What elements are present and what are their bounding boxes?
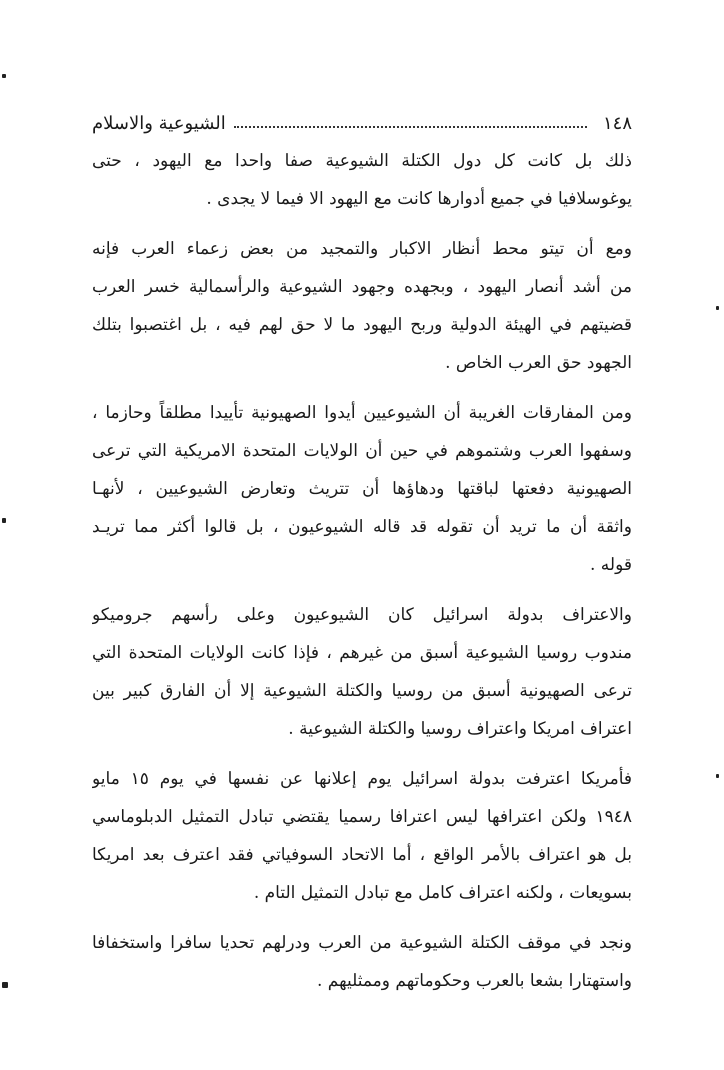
text-line: ترعى الصهيونية أسبق من روسيا والكتلة الشيوعية إلا أن الفارق كبير بين: [92, 681, 632, 701]
text-line: الصهيونية دفعتها لباقتها ودهاؤها أن تتريث وتعارض الشيوعيين ، لأنهـا: [92, 479, 632, 499]
text-line: واستهتارا بشعا بالعرب وحكوماتهم وممثليهم .: [317, 971, 632, 991]
running-header: [92, 108, 632, 138]
margin-mark: [2, 518, 6, 523]
text-line: ذلك بل كانت كل دول الكتلة الشيوعية صفا واحدا مع اليهود ، حتى: [92, 151, 632, 171]
text-line: بسويعات ، ولكنه اعتراف كامل مع تبادل التمثيل التام .: [253, 883, 632, 903]
text-line: يوغوسلافيا في جميع أدوارها كانت مع اليهود الا فيما لا يجدى .: [206, 189, 632, 209]
paragraph: [92, 596, 632, 748]
text-line: وسفهوا العرب وشتموهم في حين أن الولايات المتحدة الامريكية التي ترعى: [92, 441, 632, 461]
running-title: الشيوعية والاسلام: [92, 112, 226, 134]
margin-mark: [2, 982, 8, 988]
text-line: من أشد أنصار اليهود ، وبجهده وجهود الشيوعية والرأسمالية خسر العرب: [92, 277, 632, 297]
text-line: قضيتهم في الهيئة الدولية وربح اليهود ما لا حق لهم فيه ، بل اغتصبوا بتلك: [92, 315, 632, 335]
paragraph: [92, 142, 632, 218]
text-line: قوله .: [589, 555, 632, 575]
margin-mark: [716, 306, 719, 310]
paragraph: [92, 760, 632, 912]
text-line: ١٩٤٨ ولكن اعترافها ليس اعترافا رسميا يقتضي تبادل التمثيل الدبلوماسي: [92, 807, 632, 827]
text-line: ومع أن تيتو محط أنظار الاكبار والتمجيد من بعض زعماء العرب فإنه: [92, 239, 632, 259]
margin-mark: [2, 74, 6, 78]
text-line: بل هو اعتراف بالأمر الواقع ، أما الاتحاد السوفياتي فقد اعترف بعد امريكا: [92, 845, 632, 865]
paragraph: [92, 230, 632, 382]
text-line: فأمريكا اعترفت بدولة اسرائيل يوم إعلانها عن نفسها في يوم ١٥ مايو: [92, 769, 632, 789]
text-line: والاعتراف بدولة اسرائيل كان الشيوعيون وعلى رأسهم جروميكو: [92, 605, 632, 625]
text-line: اعتراف امريكا واعتراف روسيا والكتلة الشيوعية .: [288, 719, 632, 739]
text-line: مندوب روسيا الشيوعية أسبق من غيرهم ، فإذا كانت الولايات المتحدة التي: [92, 643, 632, 663]
text-line: الجهود حق العرب الخاص .: [445, 353, 632, 373]
paragraph: [92, 394, 632, 584]
margin-mark: [716, 774, 719, 778]
page-number: ١٤٨: [602, 112, 632, 134]
header-leader-dots: [234, 126, 587, 128]
text-line: واثقة أن ما تريد أن تقوله قد قاله الشيوعيون ، بل قالوا أكثر مما تريـد: [92, 517, 632, 537]
page-body: [92, 142, 632, 1000]
paragraph: [92, 924, 632, 1000]
text-line: ونجد في موقف الكتلة الشيوعية من العرب ودرلهم تحديا سافرا واستخفافا: [92, 933, 632, 953]
text-line: ومن المفارقات الغريبة أن الشيوعيين أيدوا الصهيونية تأييدا مطلقاً وحازما ،: [92, 403, 632, 423]
